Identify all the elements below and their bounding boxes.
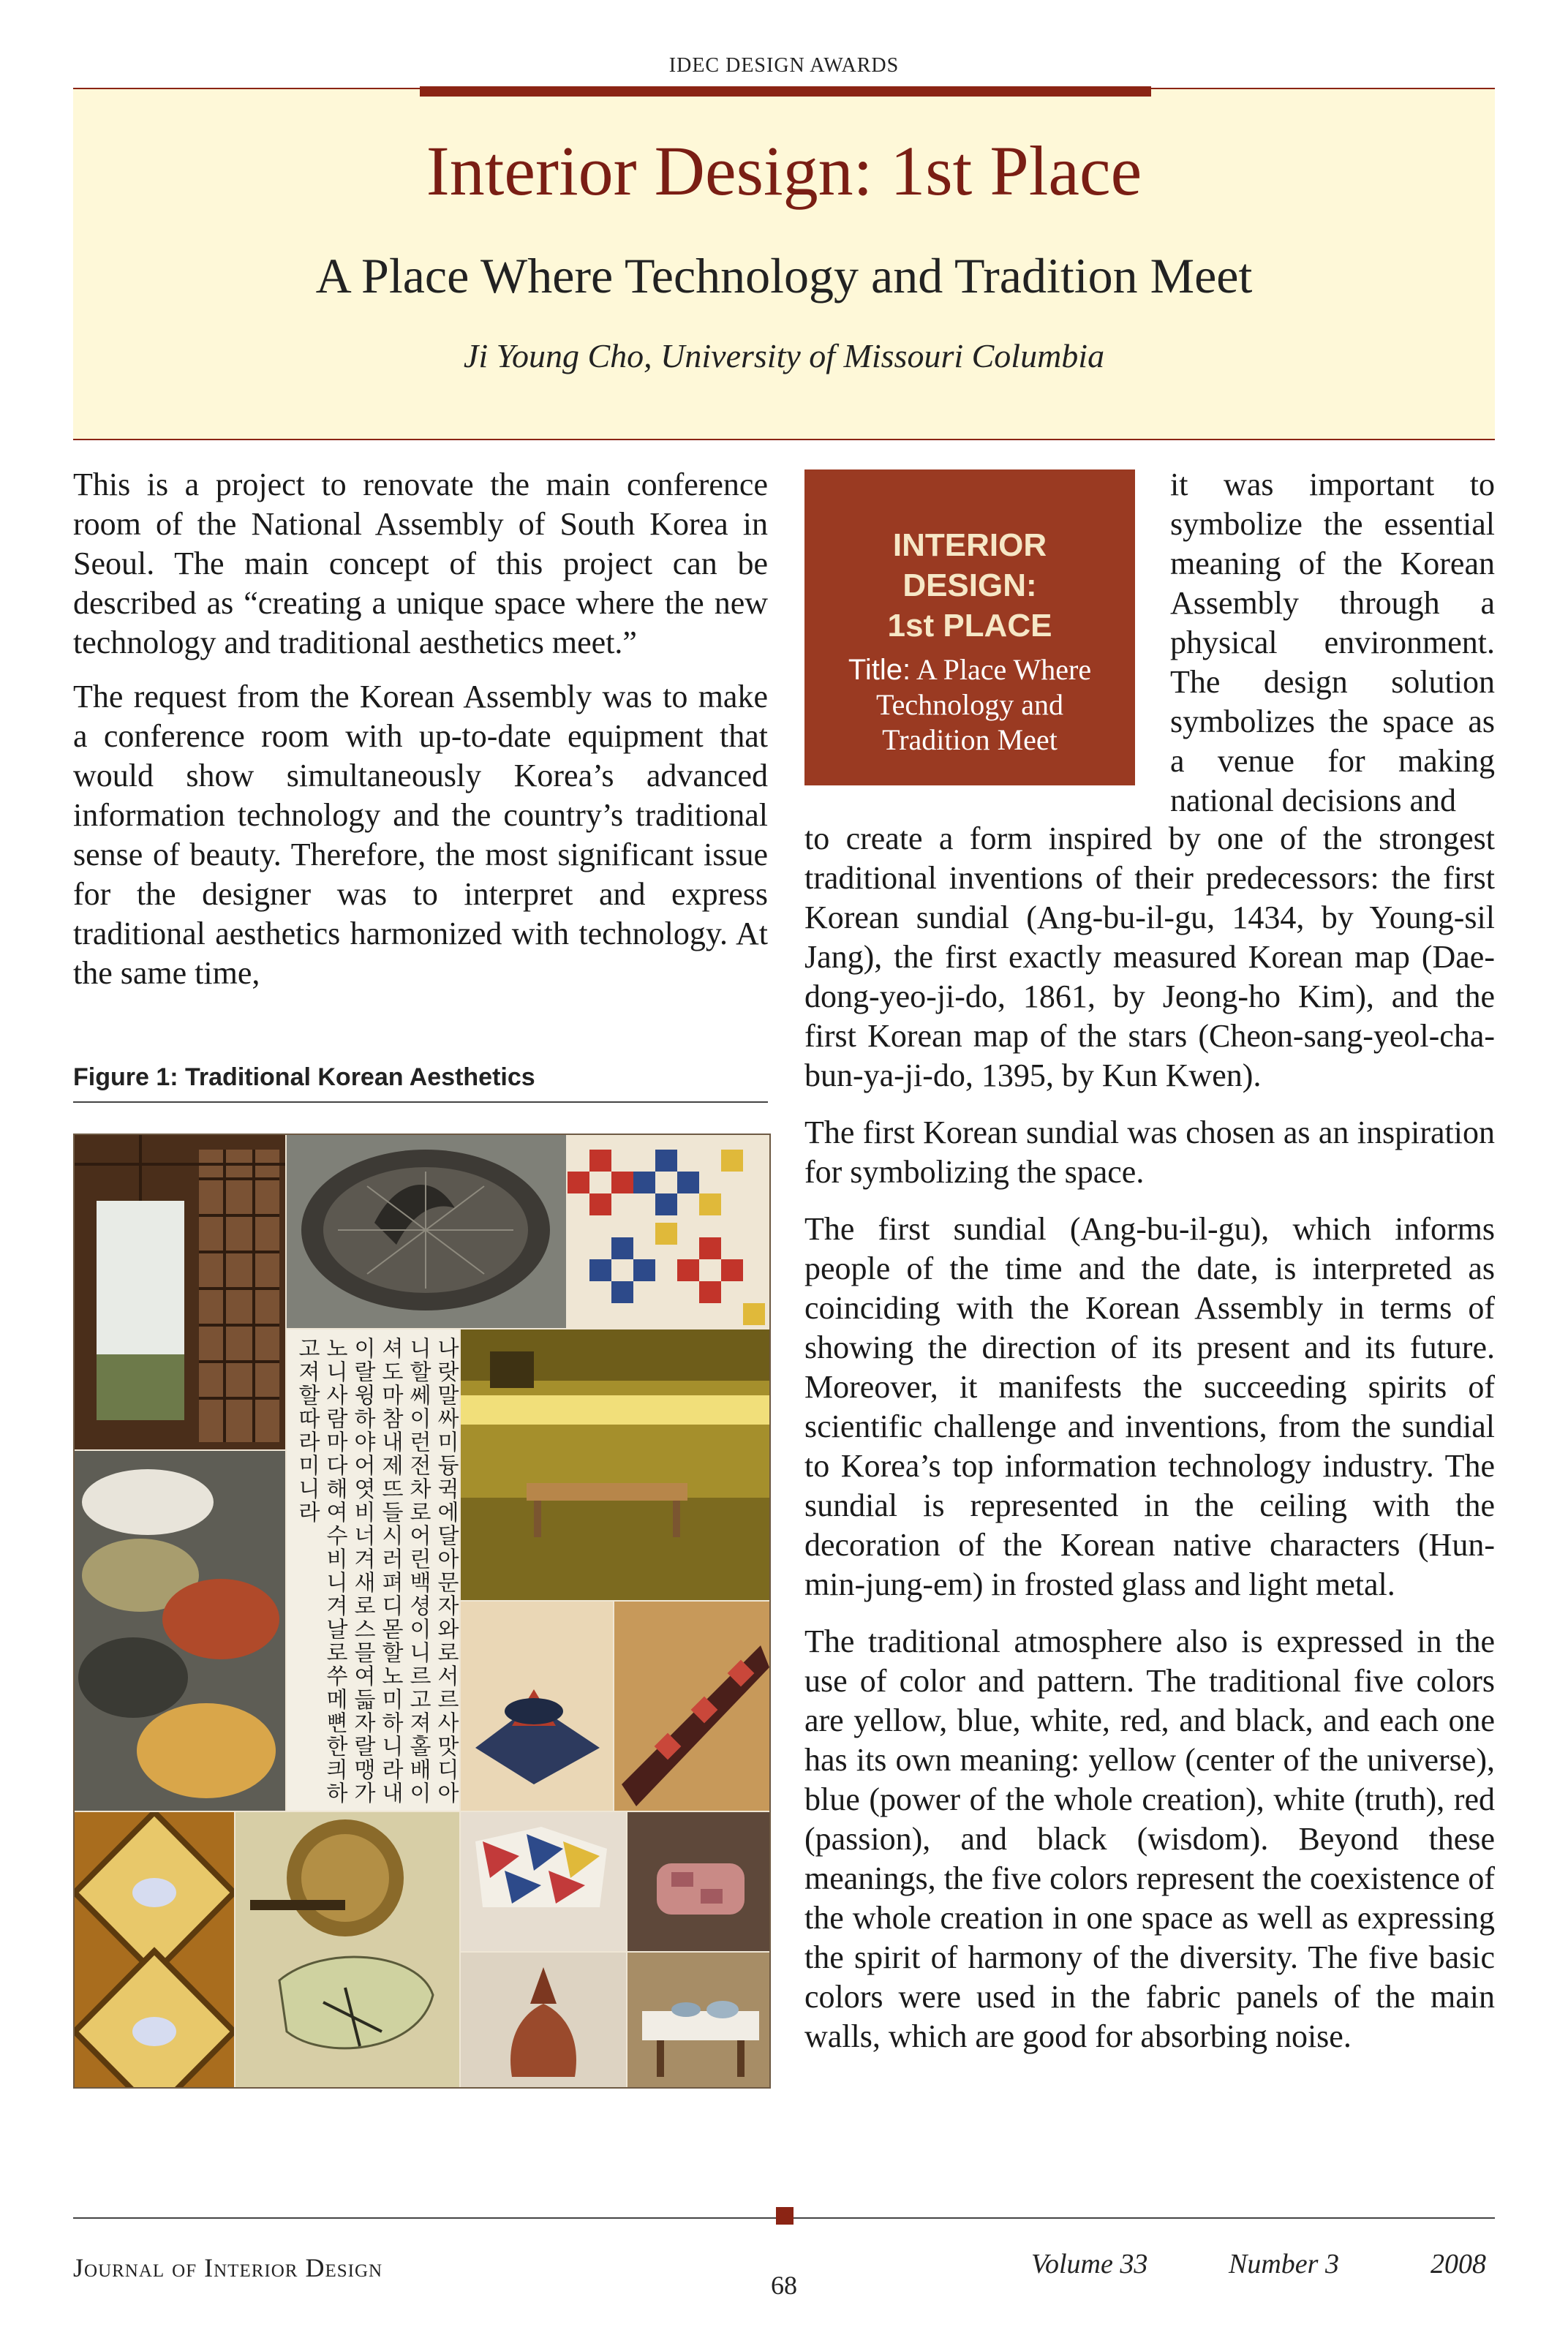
wrapping-cloth-illustration [461,1602,613,1811]
callout-heading-line-3: 1st PLACE [887,608,1052,644]
spice-dishes-illustration [75,1451,285,1811]
patchwork-photo [568,1135,769,1328]
spice-dishes-photo [75,1451,285,1811]
left-paragraph-2: The request from the Korean Assembly was to make a conference room with up-to-date equipment that would show simultaneously Korea’s advanced information technology and the country’s traditional sense of beauty. Therefore, the most significant issue for the designer was to interpret and express traditional aesthetics harmonized with technology. At the same time, [73,679,768,991]
right-wrap-paragraph: it was important to symbolize the essential meaning of the Korean Assembly through a physical environment. The design solution symbolizes the space as a venue for making national decisions and [1170,467,1495,818]
bojagi-bundle-illustration [461,1953,626,2087]
callout-heading-line-1: INTERIOR [892,527,1047,563]
footer-volume: Volume 33 [1031,2249,1148,2279]
callout-title-label: Title: [848,654,911,686]
fan-painting-illustration [235,1812,459,2087]
pillow-photo [627,1812,769,1951]
lattice-window-photo [75,1135,285,1449]
footer-accent-square [776,2207,794,2225]
callout-heading [804,525,1135,646]
award-callout-box [804,469,1135,785]
interior-room-illustration [461,1329,769,1600]
fan-painting-photo [235,1812,459,2087]
figure-caption: Figure 1: Traditional Korean Aesthetics [73,1063,535,1091]
left-column-text [73,465,768,993]
table-set-illustration [627,1953,769,2087]
table-runner-illustration [614,1602,769,1811]
footer-issue-number: Number 3 [1229,2249,1339,2279]
table-cloth-illustration [461,1812,626,1951]
lattice-light-photo [75,1812,234,2087]
footer-year: 2008 [1431,2249,1486,2279]
table-cloth-photo [461,1812,626,1951]
article-author: Ji Young Cho, University of Missouri Columbia [463,337,1105,374]
calligraphy-photo [287,1329,459,1811]
article-subtitle: A Place Where Technology and Tradition Meet [315,248,1253,303]
wrapping-cloth-photo [461,1602,613,1811]
running-head: IDEC DESIGN AWARDS [668,54,900,77]
hangul-calligraphy: 나랏말싸미듕귁에달아문자와로서르사맛디아니할쎄이런전차로어린백셩이니르고져홀배이셔도마참내제뜨들시러펴디몯할노미하니라내이랄윙하야어엿비너겨새로스믈여듧자랄맹가노니사람마다해여수비니겨날로쑤메뼌한킈하고져할따라미니라 [294,1337,459,1805]
article-title: Interior Design: 1st Place [426,132,1142,210]
left-paragraph-1: This is a project to renovate the main conference room of the National Assembly of South Korea in Seoul. The main concept of this project can be described as “creating a unique space where the new technology and traditional aesthetics meet.” [73,467,768,660]
bojagi-bundle-photo [461,1953,626,2087]
right-continued-paragraph: to create a form inspired by one of the strongest traditional inventions of their predecessors: the first Korean sundial (Ang-bu-il-gu, 1434, by Young-sil Jang), the first exactly measured Korean map (Dae-dong-yeo-ji-do, 1861, by Jeong-ho Kim), and the first Korean map of the stars (Cheon-sang-yeol-cha-bun-ya-ji-do, 1395, by Kun Kwen). [804,821,1495,1093]
right-paragraph-1: The first Korean sundial was chosen as an inspiration for symbolizing the space. [804,1114,1495,1190]
header-accent-bar [420,86,1151,97]
sundial-illustration [287,1135,566,1328]
sundial-photo [287,1135,566,1328]
callout-heading-line-2: DESIGN: [902,567,1037,603]
lattice-light-illustration [75,1812,234,2087]
interior-room-photo [461,1329,769,1600]
lattice-window-illustration [75,1135,285,1449]
patchwork-illustration [568,1135,769,1328]
callout-title [819,652,1120,758]
right-paragraph-2: The first sundial (Ang-bu-il-gu), which informs people of the time and the date, is interpreted as coinciding with the Korean Assembly in terms of showing the direction of its present and its future. Moreover, it manifests the succeeding spirits of scientific challenge and inventions, from the sundial to Korea’s top information technology industry. The sundial is represented in the ceiling with the decoration of the Korean native characters (Hun-min-jung-em) in frosted glass and light metal. [804,1211,1495,1602]
footer-page-number: 68 [771,2271,797,2300]
traditional-aesthetics-collage [73,1134,771,2089]
right-column-text [804,819,1495,2056]
callout-title-text: A Place Where Technology and Tradition Meet [875,653,1092,756]
footer-journal-name: Journal of Interior Design [73,2253,383,2282]
figure-caption-rule [73,1101,768,1103]
table-runner-photo [614,1602,769,1811]
pillow-illustration [627,1812,769,1951]
right-paragraph-3: The traditional atmosphere also is expressed in the use of color and pattern. The traditional five colors are yellow, blue, white, red, and black, and each one has its own meaning: yellow (center of the universe), blue (power of the whole creation), white (truth), red (passion), and black (wisdom). Beyond these meanings, the five colors represent the coexistence of the whole creation in one space as well as expressing the spirit of harmony of the diversity. The five basic colors were used in the fabric panels of the main walls, which are good for absorbing noise. [804,1623,1495,2054]
table-set-photo [627,1953,769,2087]
right-column-wrap-text [1170,465,1495,821]
